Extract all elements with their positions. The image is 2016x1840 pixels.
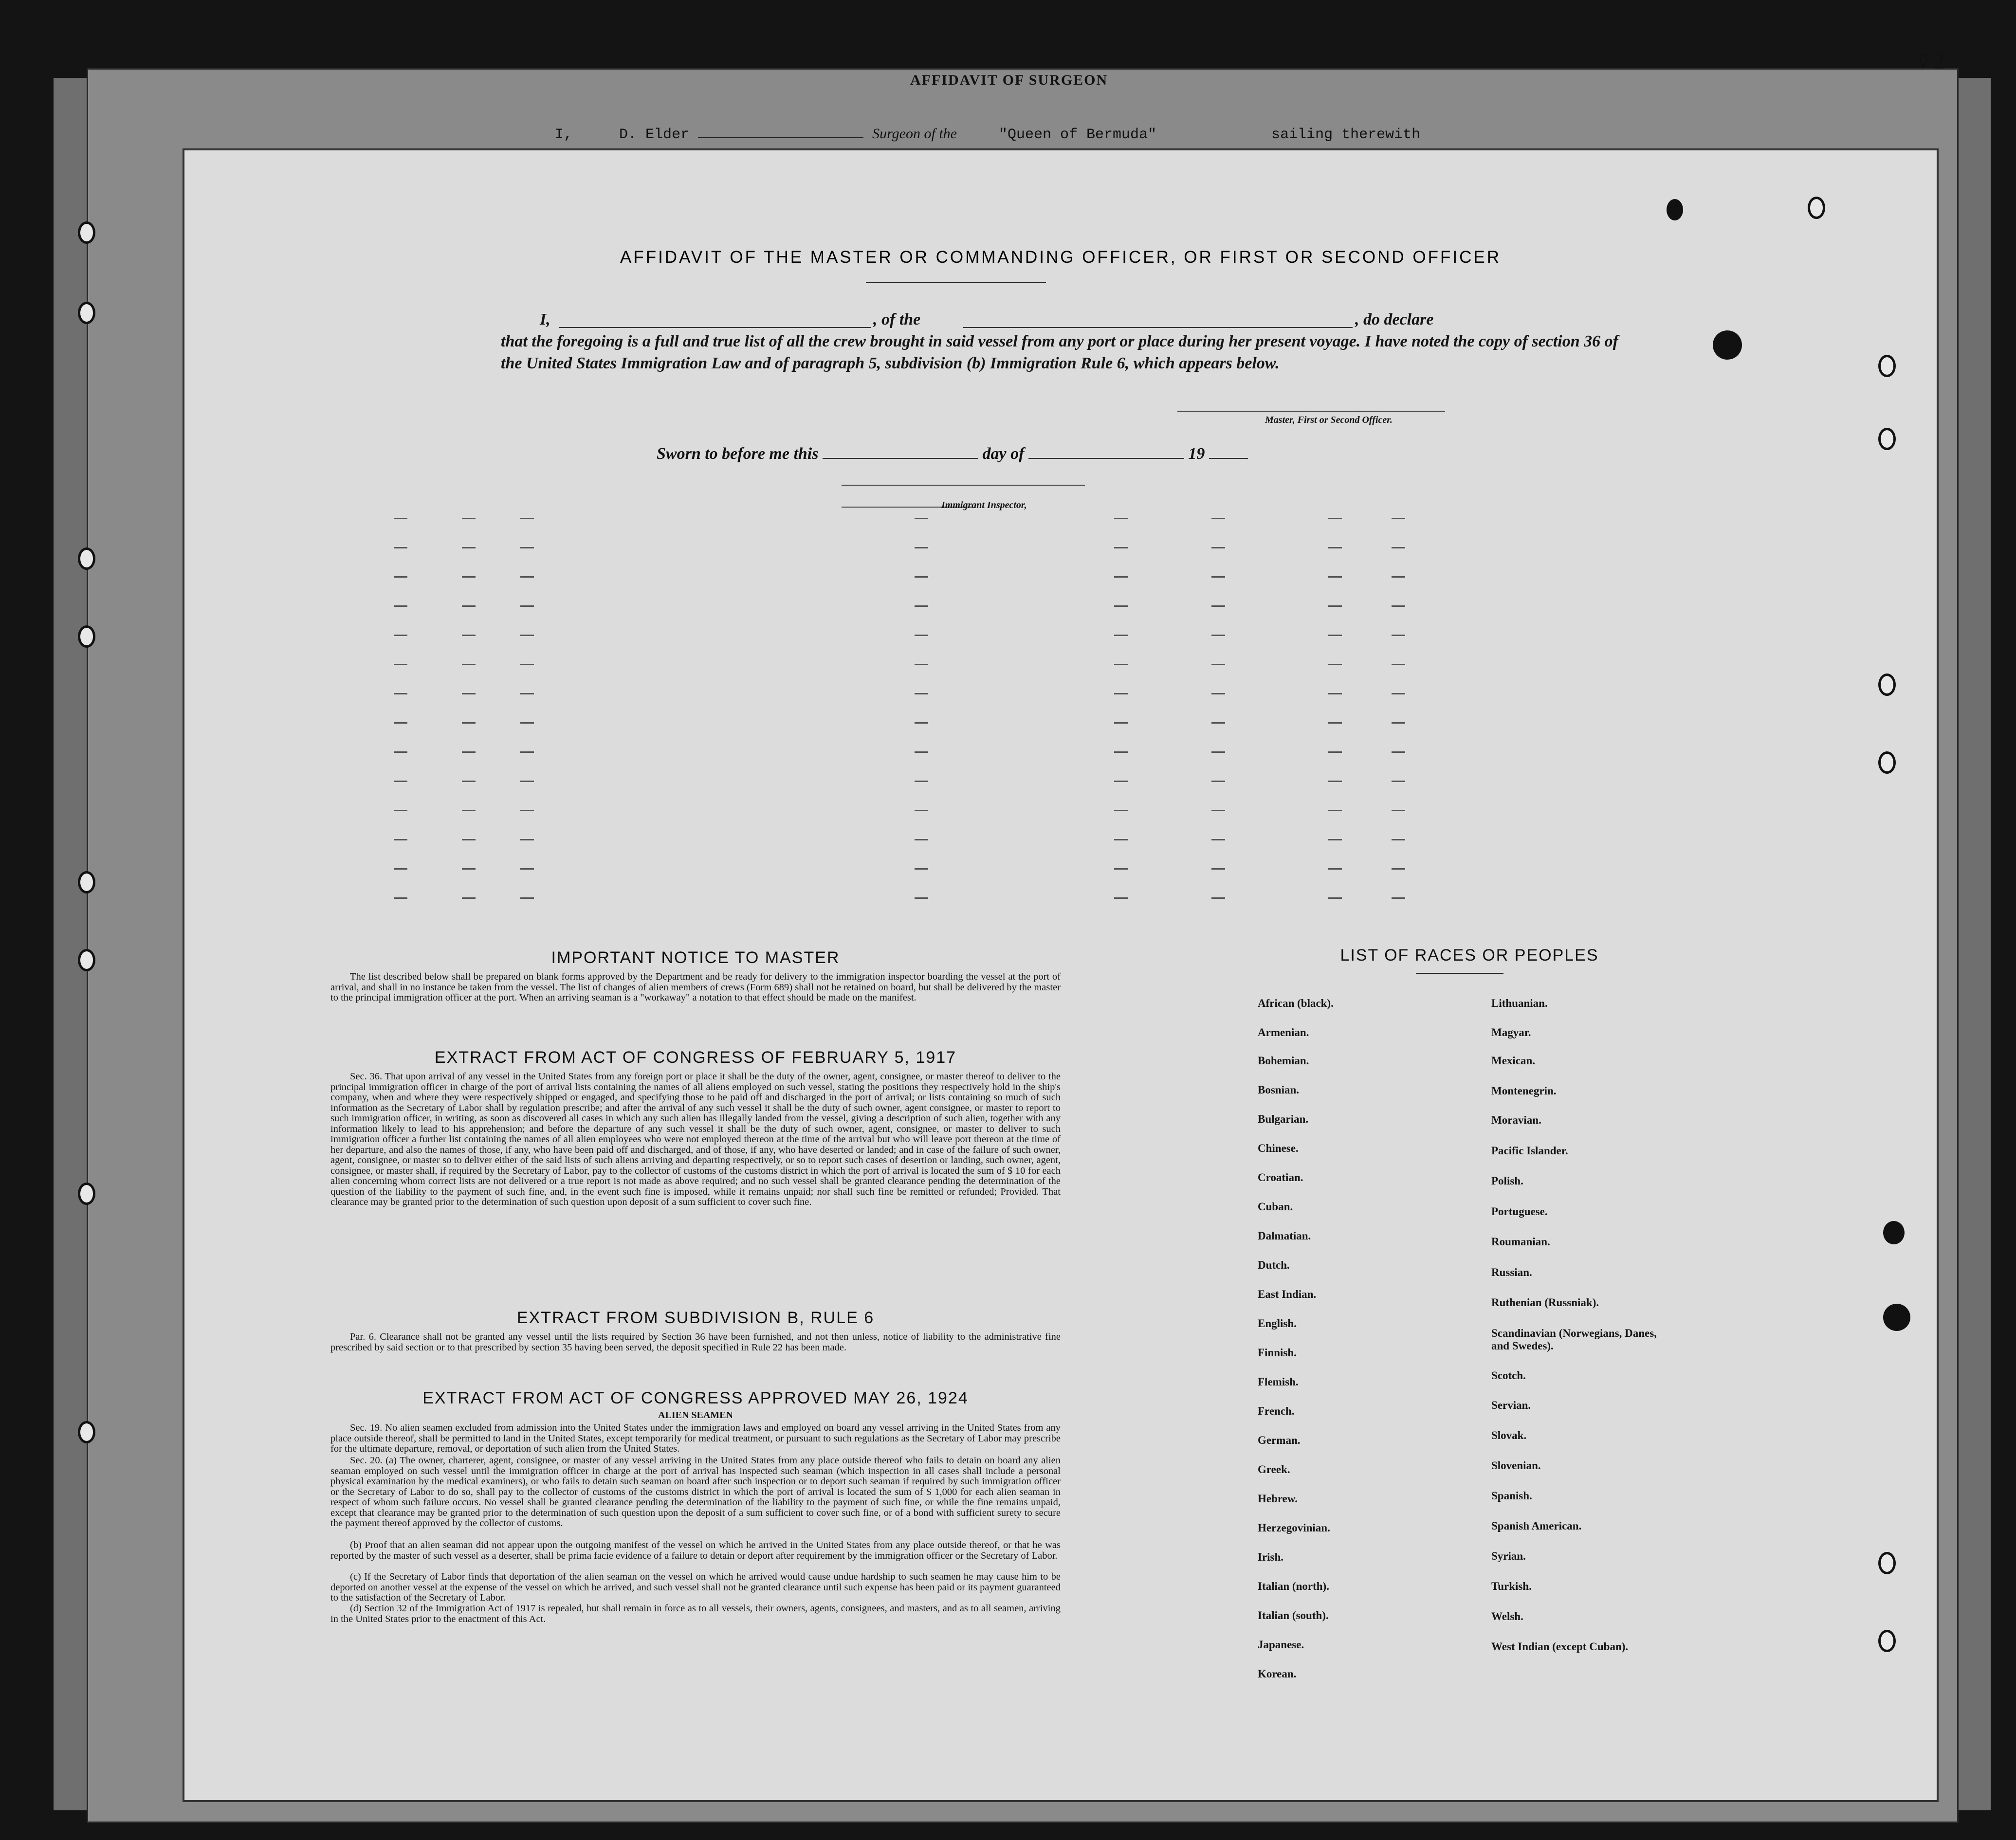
dash-mark xyxy=(520,576,534,578)
race-item: Flemish. xyxy=(1258,1376,1299,1388)
dash-mark xyxy=(1328,547,1342,548)
signature-caption: Master, First or Second Officer. xyxy=(1265,415,1393,425)
dash-mark xyxy=(1328,635,1342,636)
race-item: Turkish. xyxy=(1491,1580,1532,1592)
dash-mark xyxy=(1328,897,1342,899)
punch-hole xyxy=(1713,330,1742,360)
race-item: Hebrew. xyxy=(1258,1493,1298,1505)
extract-1924-subheading: ALIEN SEAMEN xyxy=(658,1410,733,1421)
dash-mark xyxy=(394,664,407,665)
dash-mark xyxy=(1392,868,1405,870)
dash-mark xyxy=(1392,810,1405,811)
punch-hole xyxy=(1878,674,1896,696)
dash-mark xyxy=(462,576,476,578)
dash-mark xyxy=(1328,605,1342,607)
race-item: Irish. xyxy=(1258,1551,1284,1563)
race-item: Finnish. xyxy=(1258,1347,1297,1359)
vessel-name: "Queen of Bermuda" xyxy=(999,127,1157,143)
dash-mark xyxy=(915,897,928,899)
dash-mark xyxy=(462,693,476,694)
name-blank xyxy=(559,327,871,328)
binder-hole xyxy=(78,949,95,971)
dash-mark xyxy=(1114,839,1128,840)
notice-text: The list described below shall be prepared on blank forms approved by the Department and be ready for delivery to the immigration inspector boarding the vessel at the port of arrival, and shall in no instance be taken from the vessel. The list of changes of alien members of crews (Form 689) shall not be retained on board, but shall be delivered by the master to the principal immigration officer at the port. When an arriving seaman is a "workaway" a notation to that effect should be made on the manifest. xyxy=(330,971,1061,1003)
dash-mark xyxy=(520,897,534,899)
back-row-surgeon-of: Surgeon of the xyxy=(872,126,957,142)
dash-mark xyxy=(1114,897,1128,899)
race-item: Polish. xyxy=(1491,1175,1523,1187)
race-item: Roumanian. xyxy=(1491,1236,1550,1248)
title-rule xyxy=(866,282,1046,283)
dash-mark xyxy=(1211,722,1225,724)
race-item: Greek. xyxy=(1258,1463,1290,1476)
race-item: Bulgarian. xyxy=(1258,1113,1309,1125)
dash-mark xyxy=(1328,868,1342,870)
dash-mark xyxy=(1114,547,1128,548)
affidavit-title: AFFIDAVIT OF THE MASTER OR COMMANDING OFFICER, OR FIRST OR SECOND OFFICER xyxy=(620,248,1502,267)
dash-mark xyxy=(1211,547,1225,548)
dash-mark xyxy=(915,839,928,840)
dash-mark xyxy=(462,897,476,899)
binder-hole xyxy=(78,625,95,648)
extract-1924-sec19: Sec. 19. No alien seamen excluded from admission into the United States under the immigration laws and employed on board any vessel arriving in the United States from any place outside thereof, shall be permitted to land in the United States, except temporarily for medical treatment, or pursuant to such regulations as the Secretary of Labor may prescribe for the ultimate departure, removal, or deportation of such alien from the United States. xyxy=(330,1422,1061,1454)
binder-hole xyxy=(78,302,95,324)
dash-mark xyxy=(1211,576,1225,578)
race-item: German. xyxy=(1258,1434,1301,1446)
dash-mark xyxy=(520,693,534,694)
dash-mark xyxy=(462,605,476,607)
dash-mark xyxy=(520,839,534,840)
race-item: French. xyxy=(1258,1405,1295,1417)
dash-mark xyxy=(462,547,476,548)
declaration-first-line xyxy=(501,309,1640,330)
dash-mark xyxy=(1392,781,1405,782)
dash-mark xyxy=(520,664,534,665)
race-item: African (black). xyxy=(1258,997,1334,1009)
back-sheet-title: AFFIDAVIT OF SURGEON xyxy=(910,72,1108,88)
dash-mark xyxy=(915,635,928,636)
race-item: Japanese. xyxy=(1258,1639,1304,1651)
dash-mark xyxy=(1392,576,1405,578)
races-rule xyxy=(1416,973,1503,974)
dash-mark xyxy=(520,605,534,607)
dash-mark xyxy=(1328,664,1342,665)
race-item: Slovenian. xyxy=(1491,1459,1541,1472)
decl-of-the: , of the xyxy=(873,310,921,328)
race-item: Bosnian. xyxy=(1258,1084,1300,1096)
dash-mark xyxy=(1211,635,1225,636)
binder-hole xyxy=(78,221,95,244)
race-item: Dutch. xyxy=(1258,1259,1290,1271)
dash-mark xyxy=(1392,518,1405,519)
dash-mark xyxy=(1328,751,1342,753)
declaration-block xyxy=(501,309,1640,374)
dash-mark xyxy=(1392,605,1405,607)
dash-mark xyxy=(915,751,928,753)
punch-hole xyxy=(1878,751,1896,774)
inspector-caption: Immigrant Inspector, xyxy=(941,500,1027,510)
dash-mark xyxy=(394,547,407,548)
race-item: Montenegrin. xyxy=(1491,1085,1557,1097)
dash-mark xyxy=(520,518,534,519)
back-sheet-surgeon-row xyxy=(555,126,1420,143)
extract-1924-sec20a: Sec. 20. (a) The owner, charterer, agent, consignee, or master of any vessel arriving in the United States from any place outside thereof who fails to detain on board any alien seaman employed on such vessel until the immigration officer in charge at the port of arrival has inspected such seaman (which inspection in all cases shall include a personal physical examination by the medical examiners), or who fails to detain such seaman on board after such inspection or to deport such seaman if required by such immigration officer or the Secretary of Labor to do so, shall pay to the collector of customs of the customs district in which the port of arrival is located the sum of $ 1,000 for each alien seaman in respect of whom such failure occurs. No vessel shall be granted clearance pending the determination of the liability to the payment of such fine, or while the fine remains unpaid, except that clearance may be granted prior to the determination of such question upon the deposit of a sum sufficient to cover such fine, or of a bond with sufficient surety to secure the payment thereof approved by the collector of customs. xyxy=(330,1455,1061,1529)
dash-mark xyxy=(462,722,476,724)
dash-mark xyxy=(394,518,407,519)
dash-mark xyxy=(462,664,476,665)
sworn-line xyxy=(657,445,1248,463)
dash-mark xyxy=(1211,810,1225,811)
dash-mark xyxy=(915,605,928,607)
dash-mark xyxy=(394,751,407,753)
dash-mark xyxy=(1328,722,1342,724)
race-item: Spanish American. xyxy=(1491,1520,1582,1532)
extract-1924-sec20d: (d) Section 32 of the Immigration Act of 1917 is repealed, but shall remain in force as to all vessels, their owners, agents, consignees, and masters, and as to all seamen, arriving in the United States prior to the enactment of this Act. xyxy=(330,1603,1061,1624)
dash-mark xyxy=(915,547,928,548)
extract-1924-sec20c: (c) If the Secretary of Labor finds that deportation of the alien seaman on the vessel on which he arrived would cause undue hardship to such seamen he may cause him to be deported on another vessel at the expense of the vessel on which he arrived, and such vessel shall not be granted clearance until such expense has been paid or its payment guaranteed to the satisfaction of the Secretary of Labor. xyxy=(330,1571,1061,1603)
affidavit-page xyxy=(183,148,1939,1802)
race-item: Ruthenian (Russniak). xyxy=(1491,1296,1599,1309)
dash-mark xyxy=(520,722,534,724)
dash-mark xyxy=(394,868,407,870)
dash-mark xyxy=(1114,722,1128,724)
dash-mark xyxy=(462,751,476,753)
notice-heading: IMPORTANT NOTICE TO MASTER xyxy=(551,948,840,967)
extract-rule6-text: Par. 6. Clearance shall not be granted any vessel until the lists required by Section 36 have been furnished, and not then unless, notice of liability to the administrative fine prescribed by said section or to that prescribed by section 35 having been served, the deposit specified in Rule 22 has been made. xyxy=(330,1331,1061,1353)
dash-mark xyxy=(394,839,407,840)
punch-hole xyxy=(1878,428,1896,450)
sworn-day: day of xyxy=(982,445,1025,463)
dash-mark xyxy=(915,693,928,694)
dash-mark xyxy=(520,868,534,870)
race-item: Armenian. xyxy=(1258,1026,1309,1038)
dash-mark xyxy=(915,722,928,724)
race-item: Korean. xyxy=(1258,1668,1297,1680)
dash-mark xyxy=(1211,518,1225,519)
race-item: Scandinavian (Norwegians, Danes, and Swedes). xyxy=(1491,1327,1657,1352)
dash-mark xyxy=(394,897,407,899)
punch-hole xyxy=(1878,1552,1896,1574)
dash-mark xyxy=(1211,839,1225,840)
dash-mark xyxy=(462,635,476,636)
punch-hole xyxy=(1667,199,1683,220)
punch-hole xyxy=(1883,1221,1905,1244)
binder-hole xyxy=(78,871,95,893)
extract-1917-heading: EXTRACT FROM ACT OF CONGRESS OF FEBRUARY 5, 1917 xyxy=(434,1048,957,1067)
extract-1924-heading: EXTRACT FROM ACT OF CONGRESS APPROVED MAY 26, 1924 xyxy=(422,1389,969,1407)
dash-mark xyxy=(1114,605,1128,607)
race-item: Portuguese. xyxy=(1491,1205,1548,1218)
dash-mark xyxy=(1328,518,1342,519)
corner-mark: ṽ 2 xyxy=(1918,49,1944,73)
race-item: Croatian. xyxy=(1258,1171,1303,1184)
binder-hole xyxy=(78,547,95,570)
dash-mark xyxy=(915,781,928,782)
dash-mark xyxy=(462,810,476,811)
dash-mark xyxy=(1114,664,1128,665)
dash-mark xyxy=(1211,868,1225,870)
vessel-blank xyxy=(963,327,1353,328)
race-item: Scotch. xyxy=(1491,1369,1526,1382)
signature-line xyxy=(1177,411,1445,412)
race-item: Lithuanian. xyxy=(1491,997,1548,1009)
race-item: Moravian. xyxy=(1491,1114,1541,1126)
extract-1917-text: Sec. 36. That upon arrival of any vessel in the United States from any foreign port or place it shall be the duty of the owner, agent, consignee, or master thereof to deliver to the principal immigration officer in charge of the port of arrival lists containing the names of all aliens employed on such vessel, stating the positions they respectively hold in the ship's company, when and where they were respectively shipped or engaged, and specifying those to be paid off and discharged in the port of arrival; or lists containing so much of such information as the Secretary of Labor shall by regulation prescribe; and after the arrival of any such vessel it shall be the duty of such owner, agent consignee, or master to report to such immigration officer, in writing, as soon as discovered all cases in which any such alien has illegally landed from the vessel, giving a description of such alien, together with any information likely to lead to his apprehension; and before the departure of any such vessel it shall be the duty of such owner, agent, consignee, or master to deliver to such immigration officer a further list containing the names of all alien employees who were not employed thereon at the time of the arrival but who will leave port thereon at the time of her departure, and also the names of those, if any, who have been paid off and discharged, and of those, if any, who have deserted or landed; and in case of the failure of such owner, agent, consignee, or master so to deliver either of the said lists of such aliens arriving and departing respectively, or so to report such cases of desertion or landing, such owner, agent, consignee, or master shall, if required by the Secretary of Labor, pay to the collector of customs of the customs district in which the port of arrival is located the sum of $ 10 for each alien concerning whom correct lists are not delivered or a true report is not made as above required; and no such vessel shall be granted clearance pending the determination of the question of the liability to the payment of such fine, and, in the event such fine is imposed, while it remains unpaid; nor shall such fine be remitted or refunded; Provided. That clearance may be granted prior to the determination of such question upon deposit of a sum sufficient to cover such fine. xyxy=(330,1071,1061,1207)
dash-mark xyxy=(1114,781,1128,782)
sworn-text: Sworn to before me this xyxy=(657,445,819,463)
race-item: Italian (south). xyxy=(1258,1609,1329,1621)
race-item: English. xyxy=(1258,1317,1297,1330)
race-item: Pacific Islander. xyxy=(1491,1145,1568,1157)
race-item: Herzegovinian. xyxy=(1258,1522,1330,1534)
extract-rule6-heading: EXTRACT FROM SUBDIVISION B, RULE 6 xyxy=(516,1309,875,1327)
dash-mark xyxy=(915,868,928,870)
dash-mark xyxy=(1328,839,1342,840)
dash-mark xyxy=(394,605,407,607)
back-sheet-header xyxy=(0,0,2016,161)
punch-hole xyxy=(1808,197,1825,219)
dash-mark xyxy=(462,781,476,782)
dash-mark xyxy=(1114,576,1128,578)
dash-mark xyxy=(1328,576,1342,578)
decl-i: I, xyxy=(540,310,550,328)
dash-mark xyxy=(1211,897,1225,899)
race-item: Welsh. xyxy=(1491,1610,1523,1622)
back-row-sailing: sailing therewith xyxy=(1271,127,1421,143)
race-item: Syrian. xyxy=(1491,1550,1526,1562)
dash-mark xyxy=(1392,839,1405,840)
binder-hole xyxy=(78,1421,95,1443)
dash-mark xyxy=(520,547,534,548)
punch-hole xyxy=(1878,1630,1896,1652)
punch-hole xyxy=(1883,1304,1910,1331)
declaration-body: that the foregoing is a full and true list of all the crew brought in said vessel from any port or place during her present voyage. I have noted the copy of section 36 of the United States Immigration Law and of paragraph 5, subdivision (b) Immigration Rule 6, which appears below. xyxy=(501,332,1618,372)
races-heading: LIST OF RACES OR PEOPLES xyxy=(1340,946,1599,965)
race-item: Dalmatian. xyxy=(1258,1230,1311,1242)
dash-mark xyxy=(1114,693,1128,694)
dash-mark xyxy=(394,576,407,578)
dash-mark xyxy=(915,576,928,578)
dash-mark xyxy=(915,664,928,665)
dash-mark xyxy=(1328,781,1342,782)
dash-mark xyxy=(1114,751,1128,753)
binder-hole xyxy=(78,1183,95,1205)
dash-mark xyxy=(1211,664,1225,665)
dash-mark xyxy=(394,810,407,811)
race-item: Chinese. xyxy=(1258,1142,1299,1154)
dash-mark xyxy=(1392,693,1405,694)
dash-mark xyxy=(1211,605,1225,607)
race-item: West Indian (except Cuban). xyxy=(1491,1640,1629,1653)
back-row-i: I, xyxy=(555,127,573,143)
surgeon-name: D. Elder xyxy=(619,127,690,143)
dash-mark xyxy=(1114,635,1128,636)
dash-mark xyxy=(1392,722,1405,724)
decl-do-declare: , do declare xyxy=(1355,310,1434,328)
inspector-signature-line xyxy=(842,485,1085,486)
race-item: Italian (north). xyxy=(1258,1580,1329,1592)
race-item: Spanish. xyxy=(1491,1490,1532,1502)
dash-mark xyxy=(462,839,476,840)
race-item: East Indian. xyxy=(1258,1288,1317,1300)
dash-mark xyxy=(520,810,534,811)
race-item: Magyar. xyxy=(1491,1026,1531,1038)
dash-mark xyxy=(520,781,534,782)
dash-mark xyxy=(1392,897,1405,899)
dash-mark xyxy=(1211,781,1225,782)
dash-mark xyxy=(394,722,407,724)
race-item: Russian. xyxy=(1491,1266,1532,1278)
dash-mark xyxy=(1328,693,1342,694)
dash-mark xyxy=(394,635,407,636)
dash-mark xyxy=(462,518,476,519)
dash-mark xyxy=(1392,751,1405,753)
dash-mark xyxy=(394,781,407,782)
dash-mark xyxy=(1114,518,1128,519)
punch-hole xyxy=(1878,355,1896,377)
race-item: Bohemian. xyxy=(1258,1055,1309,1067)
dash-mark xyxy=(1392,664,1405,665)
race-item: Cuban. xyxy=(1258,1201,1293,1213)
race-item: Mexican. xyxy=(1491,1055,1536,1067)
dash-mark xyxy=(1328,810,1342,811)
dash-mark xyxy=(915,810,928,811)
dash-mark xyxy=(520,751,534,753)
extract-1924-sec20b: (b) Proof that an alien seaman did not appear upon the outgoing manifest of the vessel on which he arrived in the United States from any place outside thereof, or that he was reported by the master of such vessel as a deserter, shall be prima facie evidence of a failure to detain or deport after requirement by the immigration officer or the Secretary of Labor. xyxy=(330,1540,1061,1561)
race-item: Servian. xyxy=(1491,1399,1531,1411)
race-item: Slovak. xyxy=(1491,1429,1527,1441)
dash-mark xyxy=(1114,810,1128,811)
dash-mark xyxy=(1211,751,1225,753)
dash-mark xyxy=(1392,635,1405,636)
dash-mark xyxy=(394,693,407,694)
dash-mark xyxy=(520,635,534,636)
sworn-year: 19 xyxy=(1188,445,1205,463)
dash-mark xyxy=(1114,868,1128,870)
dash-mark xyxy=(1392,547,1405,548)
dash-mark xyxy=(1211,693,1225,694)
dash-mark xyxy=(462,868,476,870)
dash-mark xyxy=(915,518,928,519)
